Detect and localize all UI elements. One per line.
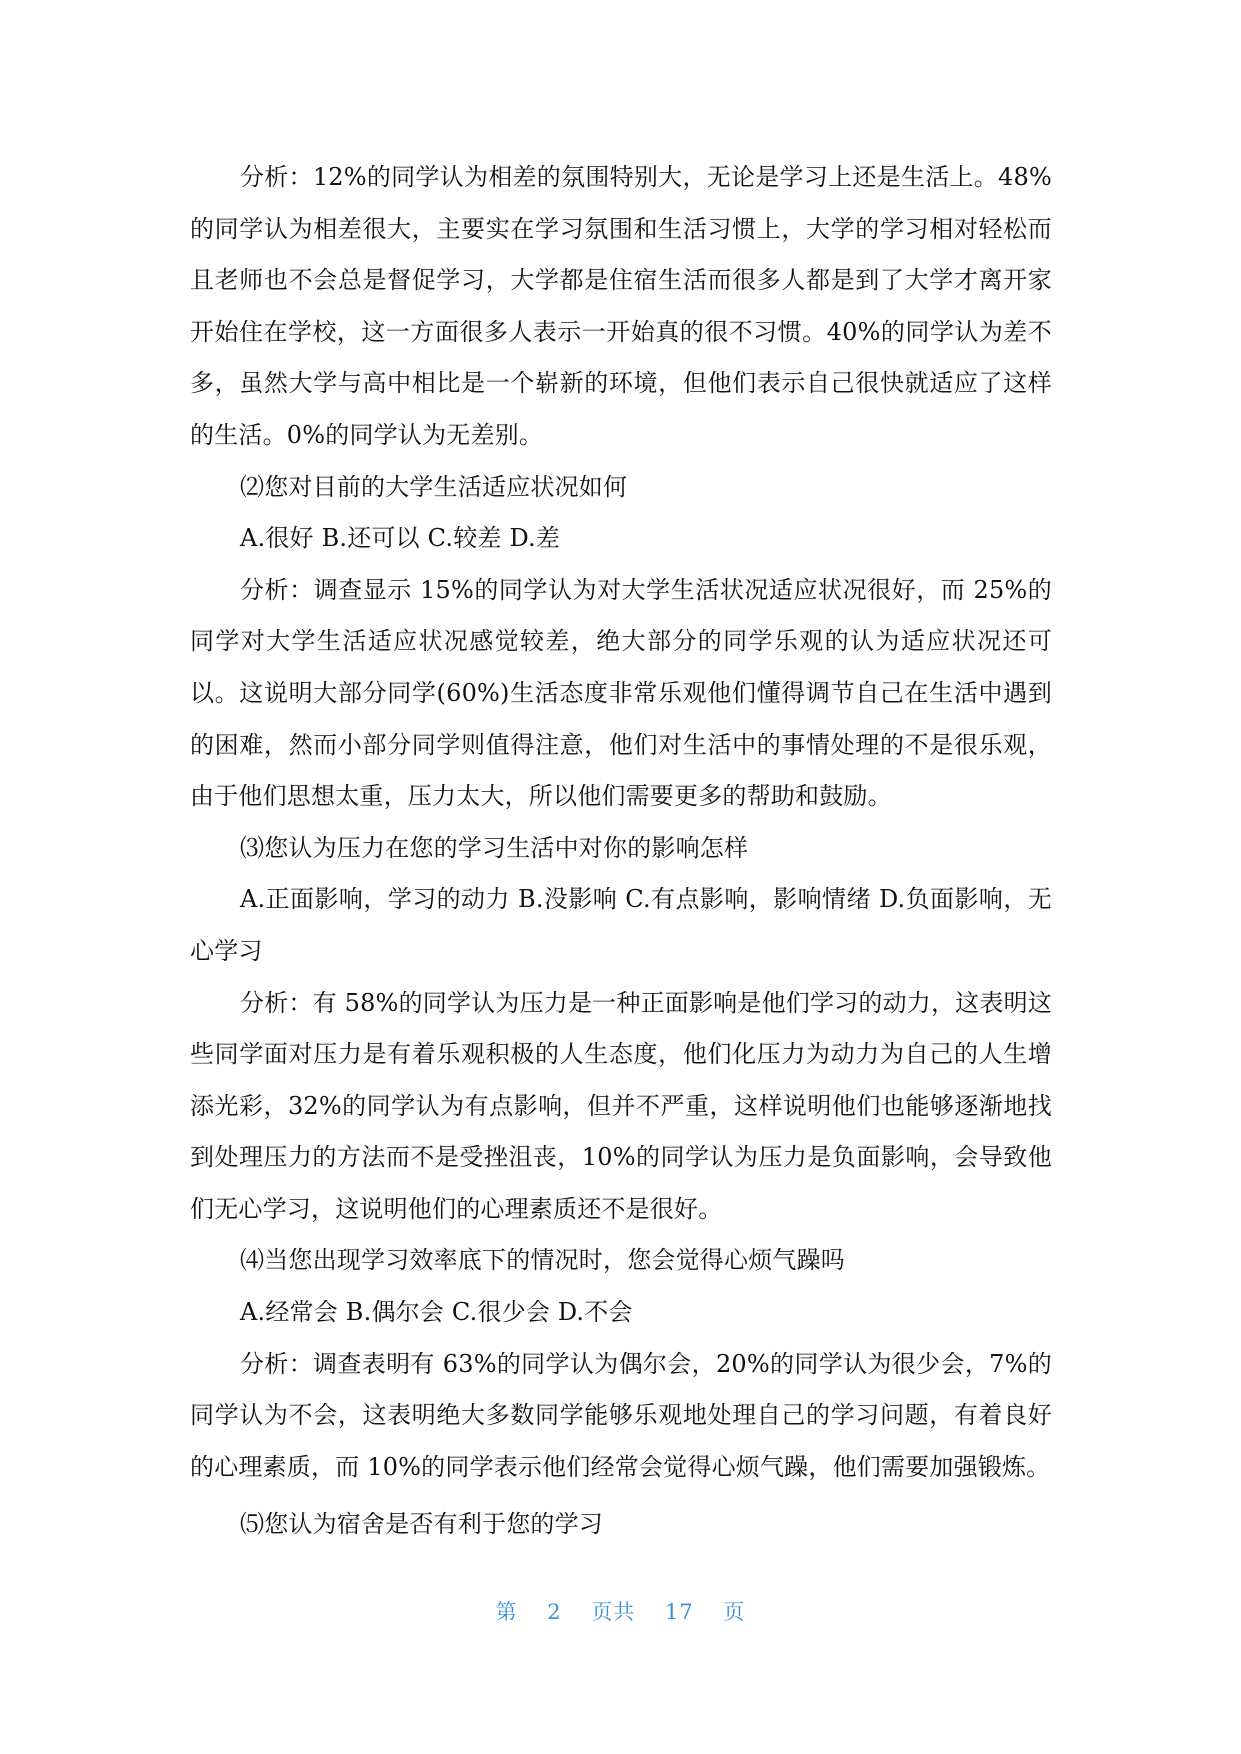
paragraph-analysis-3: 分析：有 58%的同学认为压力是一种正面影响是他们学习的动力，这表明这些同学面对压力是有着乐观积极的人生态度，他们化压力为动力为自己的人生增添光彩，32%的同学认为有点影响，但并不严重，这样说明他们也能够逐渐地找到处理压力的方法而不是受挫沮丧，10%的同学认为压力是负面影响，会导致他们无心学习，这说明他们的心理素质还不是很好。 [190, 988, 1052, 1223]
footer-label-di: 第 [495, 1600, 518, 1624]
question-2: ⑵您对目前的大学生活适应状况如何 [240, 472, 628, 501]
options-4: A.经常会 B.偶尔会 C.很少会 D.不会 [240, 1298, 633, 1327]
options-2: A.很好 B.还可以 C.较差 D.差 [240, 524, 561, 553]
footer-label-ye: 页 [723, 1600, 746, 1624]
document-body [190, 152, 1052, 1551]
footer-current-page: 2 [547, 1600, 562, 1624]
question-4: ⑷当您出现学习效率底下的情况时，您会觉得心烦气躁吗 [240, 1246, 845, 1275]
question-3: ⑶您认为压力在您的学习生活中对你的影响怎样 [240, 833, 749, 862]
page-footer [0, 1596, 1241, 1626]
paragraph-analysis-1: 分析：12%的同学认为相差的氛围特别大，无论是学习上还是生活上。48%的同学认为相差很大，主要实在学习氛围和生活习惯上，大学的学习相对轻松而且老师也不会总是督促学习，大学都是住宿生活而很多人都是到了大学才离开家开始住在学校，这一方面很多人表示一开始真的很不习惯。40%的同学认为差不多，虽然大学与高中相比是一个崭新的环境，但他们表示自己很快就适应了这样的生活。0%的同学认为无差别。 [190, 163, 1052, 449]
footer-total-pages: 17 [665, 1600, 694, 1624]
paragraph-analysis-4: 分析：调查表明有 63%的同学认为偶尔会，20%的同学认为很少会，7%的同学认为不会，这表明绝大多数同学能够乐观地处理自己的学习问题，有着良好的心理素质，而 10%的同学表示他们经常会觉得心烦气躁，他们需要加强锻炼。 [190, 1349, 1052, 1481]
options-3: A.正面影响，学习的动力 B.没影响 C.有点影响，影响情绪 D.负面影响，无心学习 [190, 885, 1052, 965]
paragraph-analysis-2: 分析：调查显示 15%的同学认为对大学生活状况适应状况很好，而 25%的同学对大学生活适应状况感觉较差，绝大部分的同学乐观的认为适应状况还可以。这说明大部分同学(60%)生活态度非常乐观他们懂得调节自己在生活中遇到的困难，然而小部分同学则值得注意，他们对生活中的事情处理的不是很乐观，由于他们思想太重，压力太大，所以他们需要更多的帮助和鼓励。 [190, 575, 1052, 811]
footer-label-ye-gong: 页共 [591, 1600, 636, 1624]
question-5: ⑸您认为宿舍是否有利于您的学习 [240, 1510, 603, 1539]
